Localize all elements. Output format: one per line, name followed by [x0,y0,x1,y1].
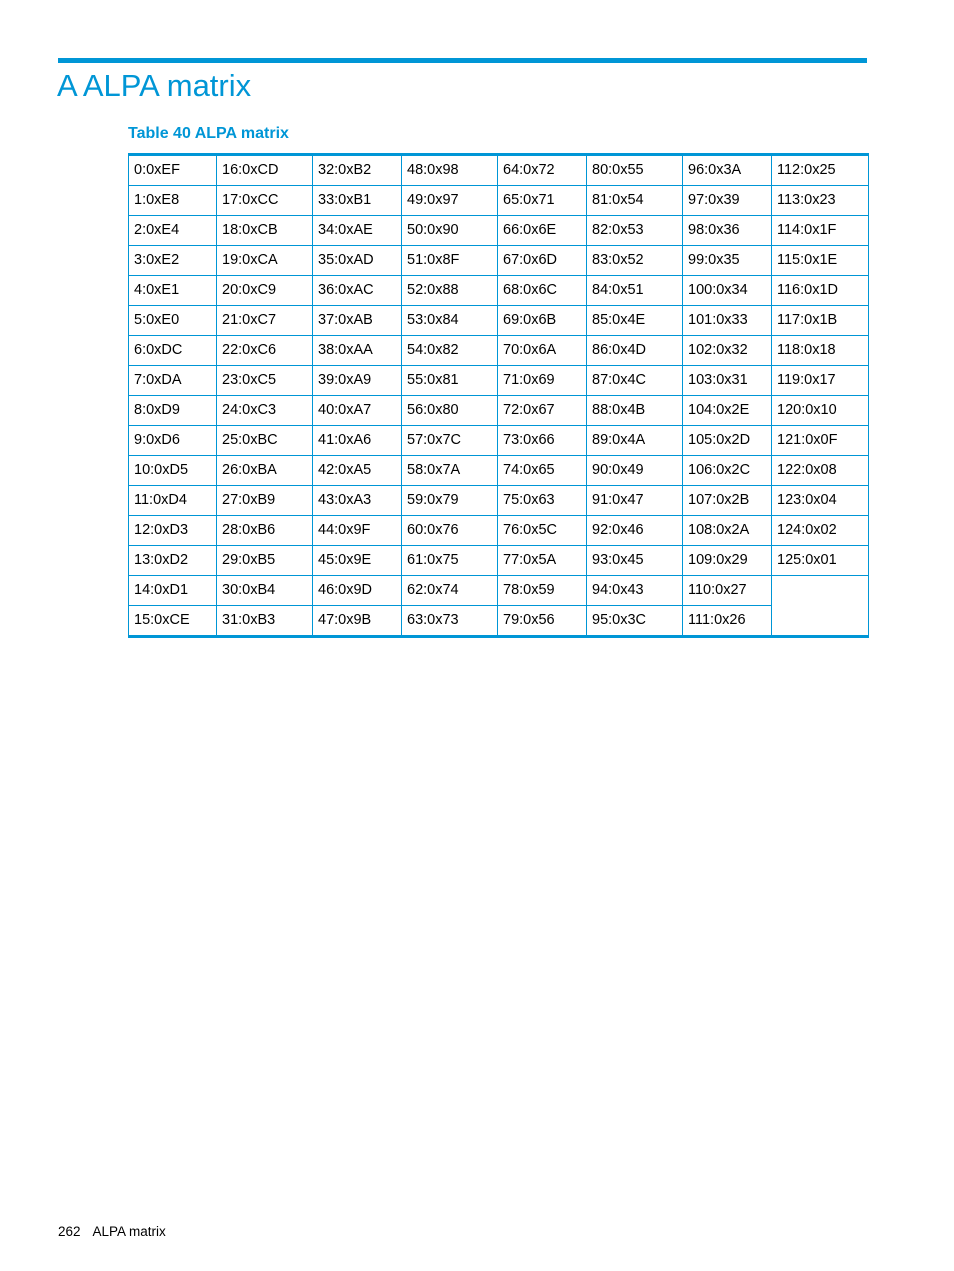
table-cell: 87:0x4C [587,366,683,396]
table-cell: 45:0x9E [313,546,402,576]
table-cell: 112:0x25 [772,155,869,186]
table-cell: 81:0x54 [587,186,683,216]
table-cell: 91:0x47 [587,486,683,516]
table-cell: 62:0x74 [402,576,498,606]
table-cell: 125:0x01 [772,546,869,576]
table-cell: 17:0xCC [217,186,313,216]
table-row [129,306,869,336]
table-cell: 119:0x17 [772,366,869,396]
table-cell: 34:0xAE [313,216,402,246]
table-row [129,396,869,426]
table-cell: 58:0x7A [402,456,498,486]
alpa-matrix-table [128,153,869,638]
table-cell: 5:0xE0 [129,306,217,336]
table-cell: 108:0x2A [683,516,772,546]
page-footer [58,1222,166,1242]
table-cell: 93:0x45 [587,546,683,576]
table-cell: 70:0x6A [498,336,587,366]
table-cell: 76:0x5C [498,516,587,546]
table-cell: 1:0xE8 [129,186,217,216]
table-cell: 23:0xC5 [217,366,313,396]
table-cell: 67:0x6D [498,246,587,276]
footer-section-title: ALPA matrix [92,1224,166,1239]
table-cell: 90:0x49 [587,456,683,486]
table-cell: 100:0x34 [683,276,772,306]
table-cell: 95:0x3C [587,606,683,637]
table-cell: 16:0xCD [217,155,313,186]
table-cell: 38:0xAA [313,336,402,366]
page-number: 262 [58,1224,81,1239]
table-cell: 48:0x98 [402,155,498,186]
table-cell: 96:0x3A [683,155,772,186]
table-cell: 107:0x2B [683,486,772,516]
table-cell: 19:0xCA [217,246,313,276]
table-cell: 50:0x90 [402,216,498,246]
table-cell: 37:0xAB [313,306,402,336]
table-cell: 27:0xB9 [217,486,313,516]
table-cell: 72:0x67 [498,396,587,426]
chapter-top-rule [58,58,867,63]
table-cell: 61:0x75 [402,546,498,576]
table-row [129,366,869,396]
table-cell: 40:0xA7 [313,396,402,426]
table-cell: 75:0x63 [498,486,587,516]
table-cell: 49:0x97 [402,186,498,216]
table-cell: 36:0xAC [313,276,402,306]
table-cell: 63:0x73 [402,606,498,637]
table-row [129,516,869,546]
table-cell: 52:0x88 [402,276,498,306]
table-cell: 20:0xC9 [217,276,313,306]
table-cell: 101:0x33 [683,306,772,336]
table-cell: 11:0xD4 [129,486,217,516]
table-cell: 10:0xD5 [129,456,217,486]
table-cell: 9:0xD6 [129,426,217,456]
table-cell: 3:0xE2 [129,246,217,276]
table-row [129,336,869,366]
table-cell: 39:0xA9 [313,366,402,396]
table-cell: 31:0xB3 [217,606,313,637]
table-cell: 7:0xDA [129,366,217,396]
table-row [129,276,869,306]
table-cell: 114:0x1F [772,216,869,246]
table-cell: 35:0xAD [313,246,402,276]
table-cell: 65:0x71 [498,186,587,216]
table-cell: 103:0x31 [683,366,772,396]
table-cell: 66:0x6E [498,216,587,246]
table-cell: 104:0x2E [683,396,772,426]
table-cell: 106:0x2C [683,456,772,486]
table-cell: 73:0x66 [498,426,587,456]
table-cell: 123:0x04 [772,486,869,516]
table-row [129,246,869,276]
table-cell: 32:0xB2 [313,155,402,186]
table-cell: 13:0xD2 [129,546,217,576]
table-cell: 51:0x8F [402,246,498,276]
table-row [129,426,869,456]
table-cell: 12:0xD3 [129,516,217,546]
table-cell: 33:0xB1 [313,186,402,216]
table-cell: 89:0x4A [587,426,683,456]
table-cell: 28:0xB6 [217,516,313,546]
table-row [129,186,869,216]
table-cell: 43:0xA3 [313,486,402,516]
table-cell: 69:0x6B [498,306,587,336]
table-cell: 116:0x1D [772,276,869,306]
table-cell: 122:0x08 [772,456,869,486]
table-cell: 42:0xA5 [313,456,402,486]
table-cell: 109:0x29 [683,546,772,576]
table-cell: 74:0x65 [498,456,587,486]
table-cell: 2:0xE4 [129,216,217,246]
table-cell: 71:0x69 [498,366,587,396]
table-cell: 59:0x79 [402,486,498,516]
table-cell: 99:0x35 [683,246,772,276]
table-cell: 85:0x4E [587,306,683,336]
table-row [129,606,869,637]
table-cell: 82:0x53 [587,216,683,246]
table-cell: 84:0x51 [587,276,683,306]
table-cell: 92:0x46 [587,516,683,546]
table-cell: 15:0xCE [129,606,217,637]
table-cell: 86:0x4D [587,336,683,366]
table-cell: 121:0x0F [772,426,869,456]
table-cell: 26:0xBA [217,456,313,486]
table-cell: 111:0x26 [683,606,772,637]
table-cell: 8:0xD9 [129,396,217,426]
table-cell: 56:0x80 [402,396,498,426]
table-cell: 98:0x36 [683,216,772,246]
table-cell: 79:0x56 [498,606,587,637]
table-cell: 18:0xCB [217,216,313,246]
table-cell: 30:0xB4 [217,576,313,606]
table-cell: 105:0x2D [683,426,772,456]
table-cell: 54:0x82 [402,336,498,366]
table-cell: 57:0x7C [402,426,498,456]
table-cell: 25:0xBC [217,426,313,456]
table-cell: 0:0xEF [129,155,217,186]
table-cell: 97:0x39 [683,186,772,216]
table-cell: 110:0x27 [683,576,772,606]
table-cell: 117:0x1B [772,306,869,336]
table-cell: 29:0xB5 [217,546,313,576]
table-row [129,155,869,186]
table-cell: 6:0xDC [129,336,217,366]
table-cell: 80:0x55 [587,155,683,186]
table-row [129,576,869,606]
table-cell: 60:0x76 [402,516,498,546]
table-cell: 44:0x9F [313,516,402,546]
table-cell: 113:0x23 [772,186,869,216]
table-cell: 47:0x9B [313,606,402,637]
table-cell: 78:0x59 [498,576,587,606]
table-cell: 14:0xD1 [129,576,217,606]
table-cell: 124:0x02 [772,516,869,546]
table-cell: 94:0x43 [587,576,683,606]
table-cell: 41:0xA6 [313,426,402,456]
table-cell: 102:0x32 [683,336,772,366]
table-row [129,216,869,246]
table-cell: 55:0x81 [402,366,498,396]
table-row [129,546,869,576]
table-cell: 118:0x18 [772,336,869,366]
table-cell: 115:0x1E [772,246,869,276]
table-cell: 53:0x84 [402,306,498,336]
table-cell: 88:0x4B [587,396,683,426]
table-cell: 21:0xC7 [217,306,313,336]
table-row [129,456,869,486]
table-cell: 22:0xC6 [217,336,313,366]
table-cell: 120:0x10 [772,396,869,426]
table-row [129,486,869,516]
chapter-title: A ALPA matrix [57,68,252,103]
table-cell: 24:0xC3 [217,396,313,426]
table-caption: Table 40 ALPA matrix [128,125,289,142]
table-cell: 64:0x72 [498,155,587,186]
table-cell: 68:0x6C [498,276,587,306]
table-cell: 4:0xE1 [129,276,217,306]
table-cell: 83:0x52 [587,246,683,276]
table-cell: 77:0x5A [498,546,587,576]
empty-table-cell [772,576,869,637]
table-cell: 46:0x9D [313,576,402,606]
